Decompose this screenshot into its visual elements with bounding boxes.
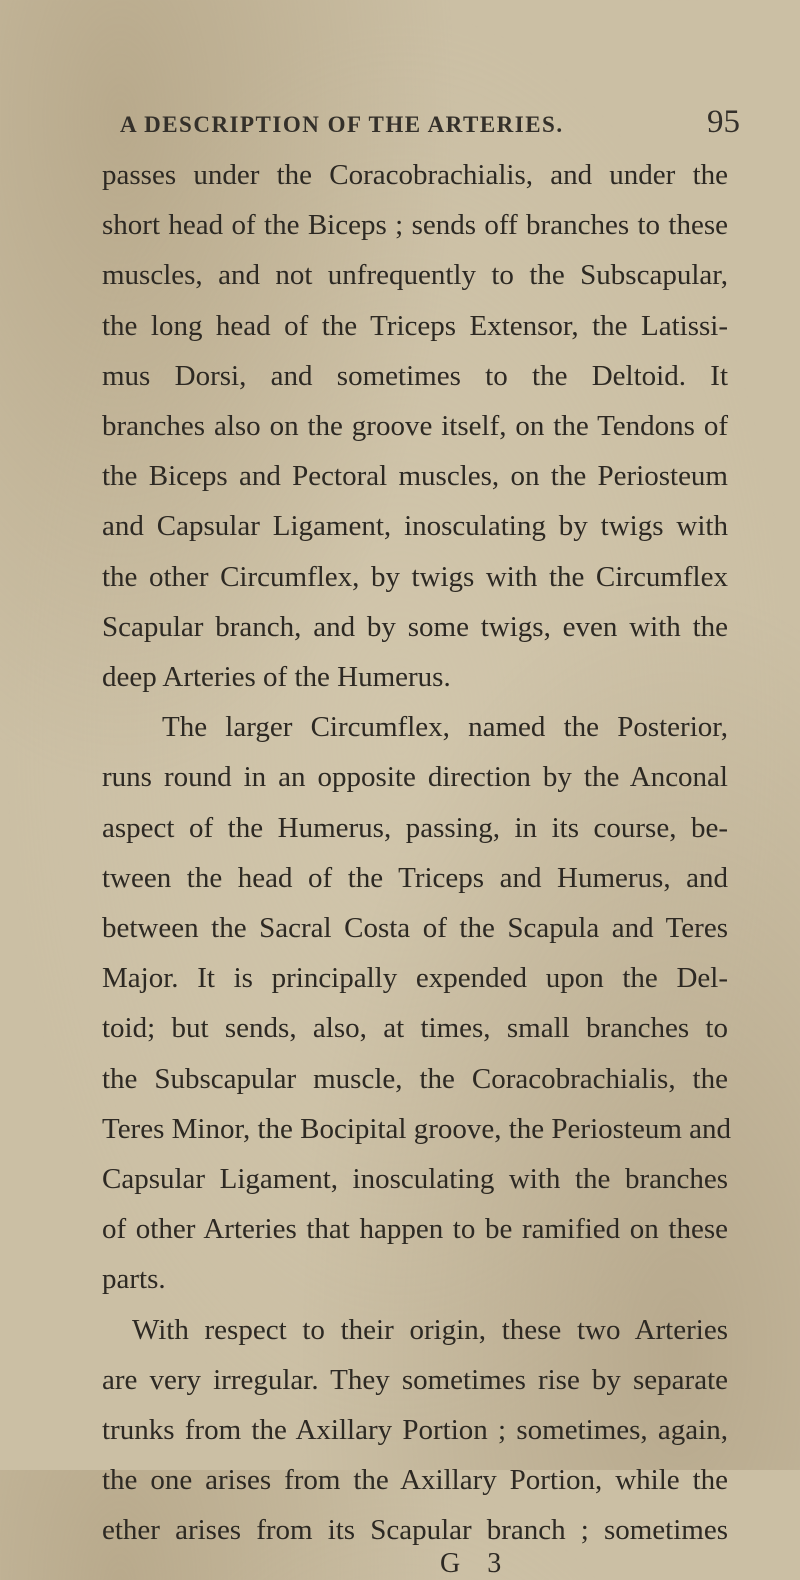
text-line: between the Sacral Costa of the Scapula and Teres — [102, 912, 728, 944]
signature-mark: G 3 — [440, 1547, 512, 1579]
text-line: Capsular Ligament, inosculating with the branches — [102, 1163, 728, 1195]
text-line: short head of the Biceps ; sends off branches to these — [102, 209, 728, 242]
text-line: and Capsular Ligament, inosculating by twigs with — [102, 510, 728, 543]
running-head — [120, 104, 740, 144]
text-line: tween the head of the Triceps and Humerus, and — [102, 861, 728, 894]
text-line: toid; but sends, also, at times, small branches to — [102, 1012, 728, 1045]
text-line: Major. It is principally expended upon the Del- — [102, 962, 728, 995]
text-line: the one arises from the Axillary Portion, while the — [102, 1464, 728, 1497]
text-line: trunks from the Axillary Portion ; sometimes, again, — [102, 1414, 728, 1446]
running-title: A DESCRIPTION OF THE ARTERIES. — [120, 112, 564, 137]
text-line: deep Arteries of the Humerus. — [102, 661, 451, 693]
text-line: aspect of the Humerus, passing, in its course, be- — [102, 811, 728, 844]
text-line: the other Circumflex, by twigs with the Circumflex — [102, 560, 728, 593]
text-line: Teres Minor, the Bocipital groove, the Periosteum and — [102, 1112, 732, 1145]
text-line: are very irregular. They sometimes rise by separate — [102, 1363, 728, 1396]
text-line: the long head of the Triceps Extensor, the Latissi- — [102, 309, 728, 342]
text-line: parts. — [102, 1263, 166, 1296]
text-line: passes under the Coracobrachialis, and under the — [102, 159, 728, 191]
text-line: mus Dorsi, and sometimes to the Deltoid. It — [102, 359, 728, 392]
text-line: Scapular branch, and by some twigs, even with the — [102, 610, 728, 643]
text-line: of other Arteries that happen to be ramified on these — [102, 1213, 728, 1246]
text-line: branches also on the groove itself, on the Tendons of — [102, 410, 728, 442]
text-line: the Biceps and Pectoral muscles, on the Periosteum — [102, 460, 728, 493]
page-number: 95 — [707, 104, 740, 140]
text-line: runs round in an opposite direction by the Anconal — [102, 761, 728, 794]
text-line: With respect to their origin, these two Arteries — [132, 1313, 728, 1346]
text-line: The larger Circumflex, named the Posterior, — [162, 711, 728, 744]
text-line: ether arises from its Scapular branch ; sometimes — [102, 1514, 728, 1547]
text-line: muscles, and not unfrequently to the Subscapular, — [102, 259, 728, 292]
text-line: the Subscapular muscle, the Coracobrachialis, the — [102, 1062, 728, 1095]
